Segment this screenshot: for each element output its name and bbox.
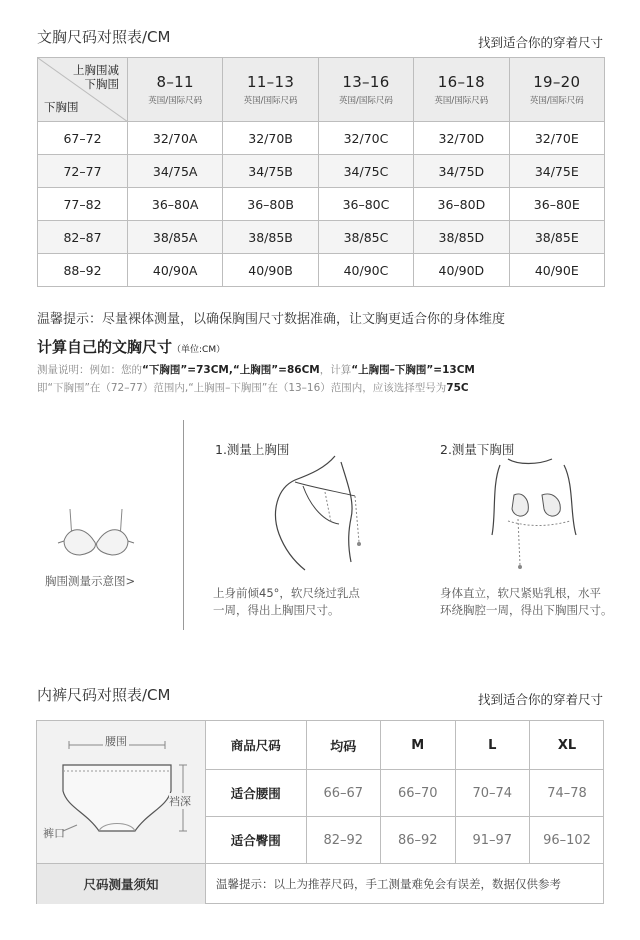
size-cell: 38/85C [318, 221, 413, 254]
row-label: 适合臀围 [230, 833, 281, 849]
step1-title: 1.测量上胸围 [215, 442, 290, 457]
size-cell: 38/85A [128, 221, 223, 254]
size-cell: 34/75E [509, 155, 604, 188]
corner-top-label: 上胸围减 下胸围 [73, 63, 119, 91]
measure-notice-label: 尺码测量须知 [37, 863, 206, 904]
size-cell: 66–67 [306, 770, 381, 817]
size-cell: 40/90C [318, 254, 413, 287]
pants-size-box [36, 720, 604, 904]
table-row [38, 122, 605, 155]
pants-fit-link[interactable]: 找到适合你的穿着尺寸 [477, 692, 603, 707]
size-cell: 34/75A [128, 155, 223, 188]
header-corner-cell [38, 58, 128, 122]
size-cell: 40/90D [414, 254, 509, 287]
calc-example-line1: 测量说明：例如：您的“下胸围”=73CM,“上胸围”=86CM，计算“上胸围–下胸围”=13CM [37, 364, 475, 376]
bra-fit-link[interactable]: 找到适合你的穿着尺寸 [477, 35, 603, 50]
leg-label: 裤口 [43, 827, 65, 840]
table-row [206, 721, 604, 770]
pants-diagram [37, 721, 206, 863]
cup-column-header: 16–18 英国/国际尺码 [414, 58, 509, 122]
measure-tip: 温馨提示：尽量裸体测量，以确保胸围尺寸数据准确，让文胸更适合你的身体维度 [37, 312, 506, 327]
table-row [38, 188, 605, 221]
vertical-divider [183, 420, 184, 630]
calc-example-line2: 即“下胸围”在（72–77）范围内,“上胸围–下胸围”在（13–16）范围内，应该选择型号为75C [37, 382, 469, 394]
size-cell: 38/85D [414, 221, 509, 254]
pants-header-cell: L [455, 721, 530, 770]
table-row [38, 155, 605, 188]
upper-bust-figure-icon [255, 452, 385, 572]
waist-label: 腰围 [105, 735, 127, 748]
bra-table-header [38, 58, 605, 122]
measure-notice-text: 温馨提示：以上为推荐尺码，手工测量难免会有误差，数据仅供参考 [206, 863, 603, 904]
size-cell: 38/85E [509, 221, 604, 254]
size-cell: 36–80A [128, 188, 223, 221]
pants-header-cell: M [381, 721, 456, 770]
table-row [206, 817, 604, 863]
size-cell: 36–80E [509, 188, 604, 221]
table-row [206, 770, 604, 817]
size-cell: 32/70D [414, 122, 509, 155]
pants-header-cell: 商品尺码 [206, 721, 306, 770]
size-cell: 96–102 [530, 817, 605, 863]
size-cell: 36–80C [318, 188, 413, 221]
cup-column-header: 11–13 英国/国际尺码 [223, 58, 318, 122]
size-cell: 74–78 [530, 770, 605, 817]
size-cell: 38/85B [223, 221, 318, 254]
bra-size-table [37, 57, 605, 287]
pants-header-cell: 均码 [306, 721, 381, 770]
step1-desc: 上身前倾45°，软尺绕过乳点 一周，得出上胸围尺寸。 [213, 586, 360, 617]
underbust-cell: 72–77 [38, 155, 128, 188]
underbust-cell: 88–92 [38, 254, 128, 287]
measure-upper-figure [255, 452, 385, 572]
size-cell: 32/70B [223, 122, 318, 155]
step2-title: 2.测量下胸围 [440, 442, 515, 457]
cup-column-header: 8–11 英国/国际尺码 [128, 58, 223, 122]
rise-label: 裆深 [169, 795, 191, 808]
size-cell: 82–92 [306, 817, 381, 863]
size-cell: 70–74 [455, 770, 530, 817]
size-cell: 36–80D [414, 188, 509, 221]
cup-column-header: 13–16 英国/国际尺码 [318, 58, 413, 122]
underbust-cell: 67–72 [38, 122, 128, 155]
table-row [38, 254, 605, 287]
size-cell: 34/75C [318, 155, 413, 188]
size-cell: 40/90E [509, 254, 604, 287]
corner-bottom-label: 下胸围 [44, 100, 79, 114]
bra-section-title: 文胸尺码对照表/CM [37, 28, 171, 46]
pants-section-title: 内裤尺码对照表/CM [37, 686, 171, 704]
size-cell: 91–97 [455, 817, 530, 863]
pants-size-table [206, 721, 604, 863]
size-cell: 32/70C [318, 122, 413, 155]
size-cell: 40/90A [128, 254, 223, 287]
under-bust-figure-icon [478, 455, 598, 575]
bra-diagram-link[interactable]: 胸围测量示意图> [45, 574, 136, 588]
bra-icon [56, 505, 136, 565]
underbust-cell: 77–82 [38, 188, 128, 221]
size-cell: 66–70 [381, 770, 456, 817]
size-cell: 34/75D [414, 155, 509, 188]
step2-desc: 身体直立，软尺紧贴乳根，水平 环绕胸腔一周，得出下胸围尺寸。 [440, 586, 613, 617]
pants-header-cell: XL [530, 721, 605, 770]
row-label: 适合腰围 [206, 770, 306, 817]
measure-under-figure [478, 455, 598, 575]
size-cell: 36–80B [223, 188, 318, 221]
bra-illustration [56, 505, 136, 565]
size-cell: 86–92 [381, 817, 456, 863]
cup-column-header: 19–20 英国/国际尺码 [509, 58, 604, 122]
size-cell: 32/70E [509, 122, 604, 155]
size-cell: 32/70A [128, 122, 223, 155]
size-cell: 40/90B [223, 254, 318, 287]
size-cell: 34/75B [223, 155, 318, 188]
calc-title: 计算自己的文胸尺寸（单位:CM） [37, 338, 226, 356]
underbust-cell: 82–87 [38, 221, 128, 254]
table-row [38, 221, 605, 254]
